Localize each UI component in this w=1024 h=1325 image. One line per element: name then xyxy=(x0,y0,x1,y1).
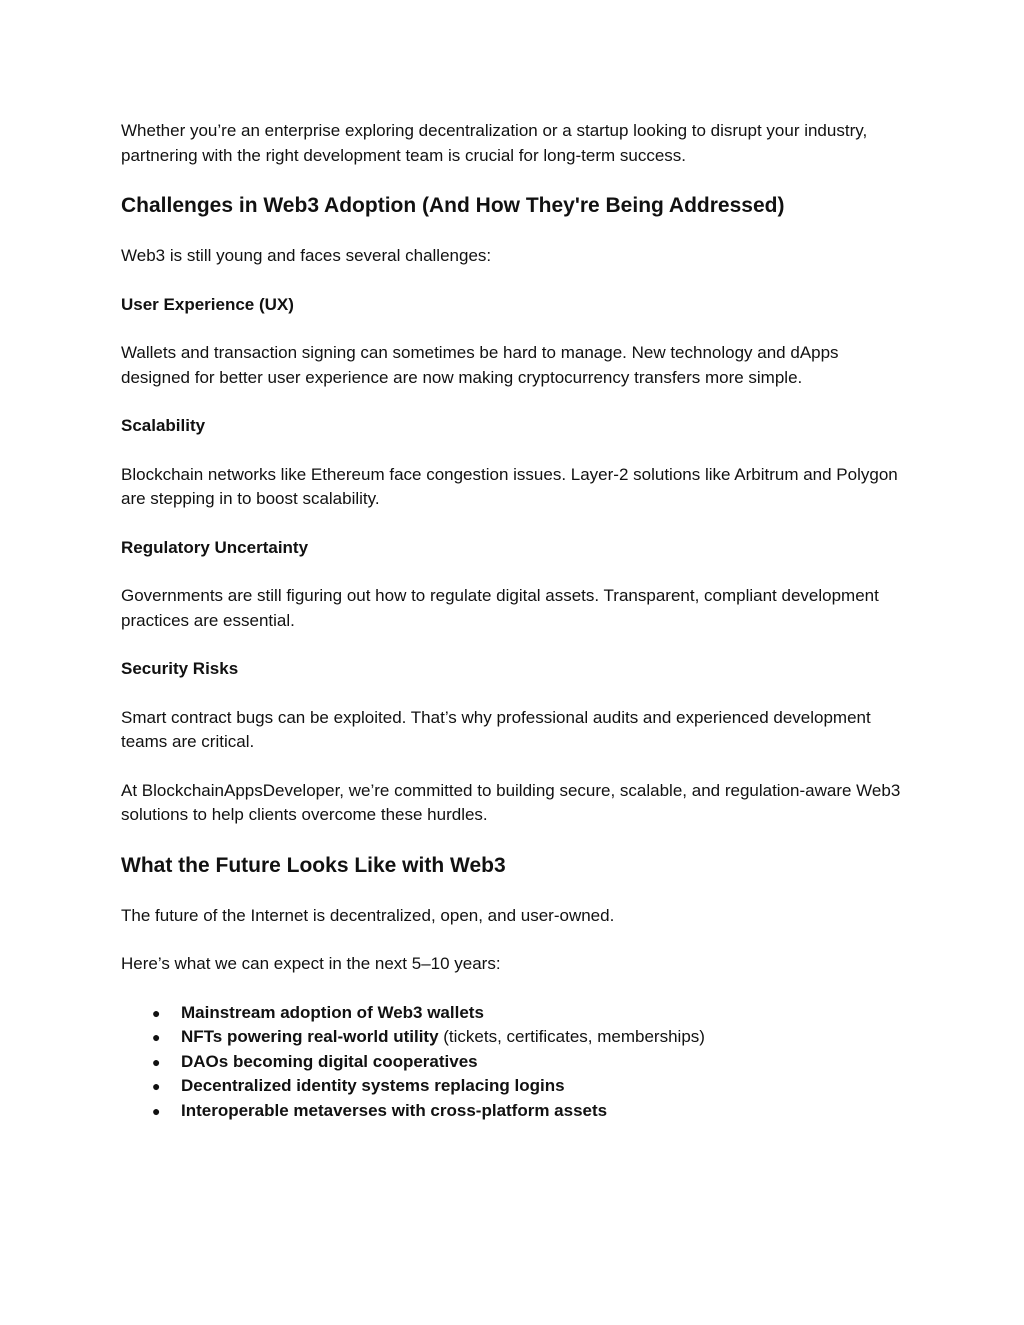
challenge-title-security: Security Risks xyxy=(121,659,239,678)
list-item xyxy=(121,1074,911,1099)
bullet-icon: ● xyxy=(152,1004,161,1021)
challenge-title-scalability: Scalability xyxy=(121,416,206,435)
challenge-body-security: Smart contract bugs can be exploited. That’s why professional audits and experienced development teams are critical. xyxy=(121,707,871,751)
list-item xyxy=(121,1050,911,1075)
document-page xyxy=(121,119,911,1123)
challenges-closing: At BlockchainAppsDeveloper, we’re committed to building secure, scalable, and regulation-aware Web3 solutions to help clients overcome these hurdles. xyxy=(121,780,901,824)
challenge-title-ux: User Experience (UX) xyxy=(121,294,294,314)
future-bullet-list xyxy=(121,1001,911,1124)
list-item-strong: NFTs powering real-world utility xyxy=(181,1027,439,1046)
list-item-rest: (tickets, certificates, memberships) xyxy=(438,1027,705,1046)
challenge-body-regulatory: Governments are still figuring out how to regulate digital assets. Transparent, compliant development practices are essential. xyxy=(121,586,879,630)
bullet-icon: ● xyxy=(152,1102,161,1119)
intro-paragraph: Whether you’re an enterprise exploring decentralization or a startup looking to disrupt your industry, partnering with the right development team is crucial for long-term success. xyxy=(121,121,868,165)
list-item xyxy=(121,1001,911,1026)
list-item-strong: DAOs becoming digital cooperatives xyxy=(181,1051,478,1071)
list-item-strong: Mainstream adoption of Web3 wallets xyxy=(181,1002,484,1022)
challenge-title-regulatory: Regulatory Uncertainty xyxy=(121,537,309,557)
challenges-heading: Challenges in Web3 Adoption (And How They're Being Addressed) xyxy=(121,194,785,217)
challenges-lead: Web3 is still young and faces several challenges: xyxy=(121,246,492,265)
future-lead: The future of the Internet is decentralized, open, and user-owned. xyxy=(121,905,615,925)
list-item xyxy=(121,1025,911,1050)
future-expect: Here’s what we can expect in the next 5–10 years: xyxy=(121,954,501,973)
list-item-strong: Decentralized identity systems replacing logins xyxy=(181,1076,565,1095)
list-item-strong: Interoperable metaverses with cross-platform assets xyxy=(181,1100,608,1120)
bullet-icon: ● xyxy=(152,1053,161,1070)
future-heading: What the Future Looks Like with Web3 xyxy=(121,853,506,877)
challenge-body-ux: Wallets and transaction signing can sometimes be hard to manage. New technology and dApps designed for better user experience are now making cryptocurrency transfers more simple. xyxy=(121,343,839,387)
challenge-body-scalability: Blockchain networks like Ethereum face congestion issues. Layer-2 solutions like Arbitrum and Polygon are stepping in to boost scalability. xyxy=(121,464,898,508)
bullet-icon: ● xyxy=(152,1029,161,1045)
bullet-icon: ● xyxy=(152,1078,161,1094)
list-item xyxy=(121,1099,911,1124)
